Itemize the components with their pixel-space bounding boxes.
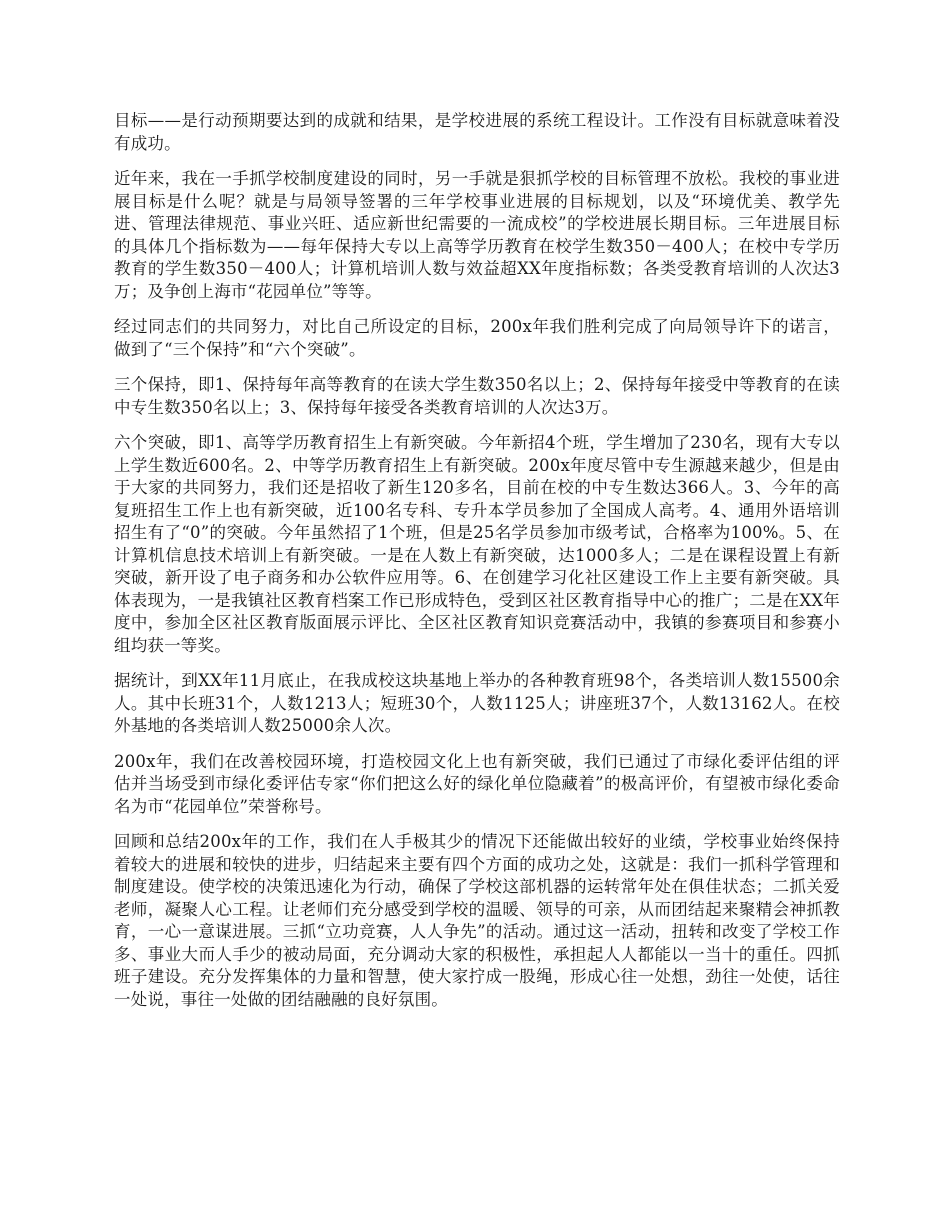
paragraph-six-breakthroughs: 六个突破，即1、高等学历教育招生上有新突破。今年新招4个班，学生增加了230名，现有大专以上学生数近600名。2、中等学历教育招生上有新突破。200x年度尽管中专生源越来越少，但是由于大家的共同努力，我们还是招收了新生120多名，目前在校的中专生数达366人。3、今年的高复班招生工作上也有新突破，近100名专科、专升本学员参加了全国成人高考。4、通用外语培训招生有了“0”的突破。今年虽然招了1个班，但是25名学员参加市级考试，合格率为100%。5、在计算机信息技术培训上有新突破。一是在人数上有新突破，达1000多人；二是在课程设置上有新突破，新开设了电子商务和办公软件应用等。6、在创建学习化社区建设工作上主要有新突破。具体表现为，一是我镇社区教育档案工作已形成特色，受到区社区教育指导中心的推广；二是在XX年度中，参加全区社区教育版面展示评比、全区社区教育知识竞赛活动中，我镇的参赛项目和参赛小组均获一等奖。: [114, 433, 840, 655]
paragraph-summary: 回顾和总结200x年的工作，我们在人手极其少的情况下还能做出较好的业绩，学校事业始终保持着较大的进展和较快的进步，归结起来主要有四个方面的成功之处，这就是：我们一抓科学管理和制度建设。使学校的决策迅速化为行动，确保了学校这部机器的运转常年处在俱佳状态；二抓关爱老师，凝聚人心工程。让老师们充分感受到学校的温暖、领导的可亲，从而团结起来聚精会神抓教育，一心一意谋进展。三抓“立功竞赛，人人争先”的活动。通过这一活动，扭转和改变了学校工作多、事业大而人手少的被动局面，充分调动大家的积极性，承担起人人都能以一当十的重任。四抓班子建设。充分发挥集体的力量和智慧，使大家拧成一股绳，形成心往一处想，劲往一处使，话往一处说，事往一处做的团结融融的良好氛围。: [114, 832, 840, 1009]
paragraph-three-maintains: 三个保持，即1、保持每年高等教育的在读大学生数350名以上；2、保持每年接受中等教育的在读中专生数350名以上；3、保持每年接受各类教育培训的人次达3万。: [114, 375, 840, 417]
paragraph-goal-management: 近年来，我在一手抓学校制度建设的同时，另一手就是狠抓学校的目标管理不放松。我校的事业进展目标是什么呢？就是与局领导签署的三年学校事业进展的目标规划，以及“环境优美、教学先进、管理法律规范、事业兴旺、适应新世纪需要的一流成校”的学校进展长期目标。三年进展目标的具体几个指标数为——每年保持大专以上高等学历教育在校学生数350－400人；在校中专学历教育的学生数350－400人；计算机培训人数与效益超XX年度指标数；各类受教育培训的人次达3万；及争创上海市“花园单位”等等。: [114, 169, 840, 301]
paragraph-campus-environment: 200x年，我们在改善校园环境，打造校园文化上也有新突破，我们已通过了市绿化委评估组的评估并当场受到市绿化委评估专家“你们把这么好的绿化单位隐藏着”的极高评价，有望被市绿化委命名为市“花园单位”荣誉称号。: [114, 751, 840, 816]
paragraph-statistics: 据统计，到XX年11月底止，在我成校这块基地上举办的各种教育班98个，各类培训人数15500余人。其中长班31个，人数1213人；短班30个，人数1125人；讲座班37个，人数13162人。在校外基地的各类培训人数25000余人次。: [114, 671, 840, 735]
document-body: [114, 110, 840, 1024]
paragraph-goal-achieved: 经过同志们的共同努力，对比自己所设定的目标，200x年我们胜利完成了向局领导许下的诺言，做到了“三个保持”和“六个突破”。: [114, 317, 840, 359]
paragraph-goal-definition: 目标——是行动预期要达到的成就和结果，是学校进展的系统工程设计。工作没有目标就意味着没有成功。: [114, 111, 840, 153]
